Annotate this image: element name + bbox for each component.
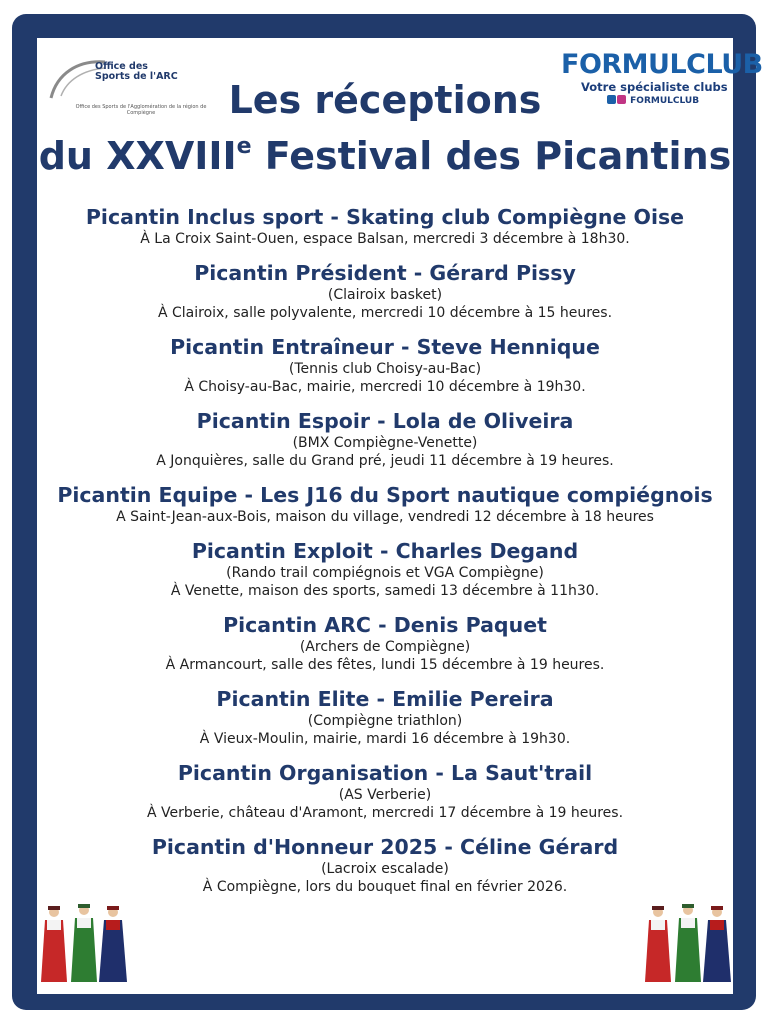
office-logo-subtext: Office des Sports de l'Agglomération de la région de Compiègne xyxy=(75,104,207,116)
entry-title: Picantin d'Honneur 2025 - Céline Gérard xyxy=(151,835,619,859)
formulclub-brand: FORMULCLUB xyxy=(561,49,763,80)
picantin-figure-icon xyxy=(41,906,67,982)
entry-line: (AS Verberie) xyxy=(338,787,432,803)
entry-line: (Compiègne triathlon) xyxy=(307,713,463,729)
subtitle-pre: du XXVIII xyxy=(38,134,237,178)
entry-line: (Clairoix basket) xyxy=(327,287,443,303)
entry xyxy=(37,204,733,248)
entry xyxy=(37,612,733,674)
entry xyxy=(37,538,733,600)
picantins-figures-right xyxy=(643,902,733,988)
entry xyxy=(37,482,733,526)
entry-title: Picantin Président - Gérard Pissy xyxy=(194,261,576,285)
entry-title: Picantin Elite - Emilie Pereira xyxy=(216,687,554,711)
picantins-figures-left xyxy=(39,902,129,988)
entry xyxy=(37,334,733,396)
page-subtitle xyxy=(37,134,733,178)
entry xyxy=(37,408,733,470)
poster-sheet xyxy=(37,38,763,994)
picantin-figure-icon xyxy=(703,906,731,982)
entry-title: Picantin Espoir - Lola de Oliveira xyxy=(196,409,574,433)
entry-title: Picantin Inclus sport - Skating club Compiègne Oise xyxy=(85,205,685,229)
entry-line: À La Croix Saint-Ouen, espace Balsan, mercredi 3 décembre à 18h30. xyxy=(140,231,630,247)
entry-line: À Vieux-Moulin, mairie, mardi 16 décembre à 19h30. xyxy=(199,731,571,747)
entry xyxy=(37,834,733,896)
entry-title: Picantin ARC - Denis Paquet xyxy=(223,613,547,637)
entry xyxy=(37,260,733,322)
formulclub-tagline: Votre spécialiste clubs xyxy=(581,80,728,94)
entry-line: A Jonquières, salle du Grand pré, jeudi 11 décembre à 19 heures. xyxy=(156,453,614,469)
office-logo-text: Office des Sports de l'ARC xyxy=(95,61,178,82)
entry-line: (Tennis club Choisy-au-Bac) xyxy=(288,361,482,377)
entry-title: Picantin Entraîneur - Steve Hennique xyxy=(170,335,600,359)
entry-line: À Verberie, château d'Aramont, mercredi 17 décembre à 19 heures. xyxy=(146,805,624,821)
picantin-figure-icon xyxy=(71,904,97,982)
page-title: Les réceptions xyxy=(228,78,542,122)
entry-line: (Lacroix escalade) xyxy=(321,861,449,877)
entry-title: Picantin Exploit - Charles Degand xyxy=(191,539,579,563)
entries-list xyxy=(37,204,733,896)
entry xyxy=(37,686,733,748)
entry-line: A Saint-Jean-aux-Bois, maison du village, vendredi 12 décembre à 18 heures xyxy=(116,509,654,525)
entry-line: (Archers de Compiègne) xyxy=(299,639,471,655)
entry-line: À Venette, maison des sports, samedi 13 décembre à 11h30. xyxy=(170,583,600,599)
picantin-figure-icon xyxy=(645,906,671,982)
picantin-figure-icon xyxy=(99,906,127,982)
social-handle: FORMULCLUB xyxy=(630,96,700,106)
entry-line: À Clairoix, salle polyvalente, mercredi 10 décembre à 15 heures. xyxy=(157,305,613,321)
entry-line: (BMX Compiègne-Venette) xyxy=(292,435,478,451)
entry-line: À Choisy-au-Bac, mairie, mercredi 10 décembre à 19h30. xyxy=(184,379,586,395)
entry-title: Picantin Equipe - Les J16 du Sport nautique compiégnois xyxy=(57,483,713,507)
entry-title: Picantin Organisation - La Saut'trail xyxy=(177,761,593,785)
picantin-figure-icon xyxy=(675,904,701,982)
subtitle-post: Festival des Picantins xyxy=(251,134,732,178)
entry xyxy=(37,760,733,822)
entry-line: (Rando trail compiégnois et VGA Compiègne) xyxy=(226,565,544,581)
entry-line: À Compiègne, lors du bouquet final en février 2026. xyxy=(202,879,568,895)
subtitle-superscript: e xyxy=(236,134,252,159)
entry-line: À Armancourt, salle des fêtes, lundi 15 décembre à 19 heures. xyxy=(165,657,605,673)
